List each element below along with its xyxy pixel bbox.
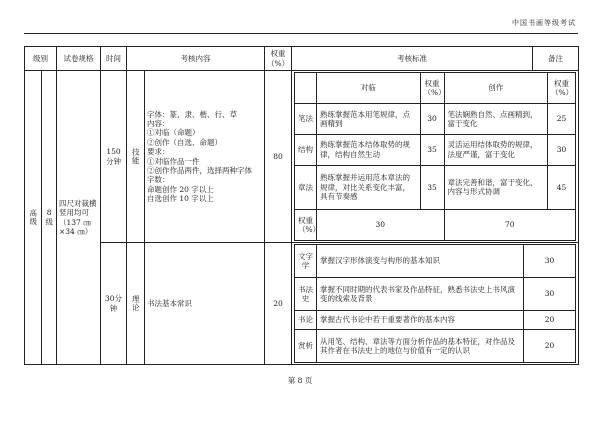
exam-standards-table [24, 46, 579, 365]
theory-criteria: 掌握不同时期的代表书家及作品特征，熟悉书法史上书风演变的线索及背景 [317, 278, 524, 311]
copy-weight: 30 [420, 103, 444, 134]
aspect-label: 书论 [295, 311, 317, 330]
subheader-weight-create: 权重（%） [548, 73, 576, 104]
grade-name: 高级 [25, 71, 42, 365]
aspect-label: 文字学 [295, 245, 317, 278]
subheader-weight-copy: 权重（%） [420, 73, 444, 104]
theory-category: 理论 [127, 243, 145, 365]
subheader-create: 创作 [444, 73, 548, 104]
aspect-label: 章法 [295, 165, 317, 209]
skills-content: 字体：篆、隶、楷、行、草 内容： ①对临（命题） ②创作（自选、命题） 要求： ①对临作品一件 ②创作作品两件，选择两种字体 字数： 命题创作 20 字以上 自选创作 10 字以上 [145, 71, 265, 243]
theory-criteria-weight: 30 [524, 245, 576, 278]
theory-criteria: 从用笔、结构、章法等方面分析作品的基本特征，对作品及其作者在书法史上的地位与价值有一定的认识 [317, 329, 524, 362]
copy-criteria: 熟练掌握并运用范本章法的规律，对比关系变化丰富，具有节奏感 [317, 165, 421, 209]
header-rule [24, 33, 578, 34]
create-criteria: 章法完善和谐，富于变化，内容与形式协调 [444, 165, 548, 209]
skills-standard-table [294, 72, 576, 241]
create-criteria: 灵活运用结体取势的规律，法度严谨，富于变化 [444, 134, 548, 165]
theory-criteria-weight: 20 [524, 311, 576, 330]
create-criteria: 笔法娴熟自然、点画精到，富于变化 [444, 103, 548, 134]
weight-row-label: 权重（%） [295, 210, 317, 241]
theory-row [25, 243, 579, 365]
weight-row-copy: 30 [317, 210, 445, 241]
theory-standard-table [294, 244, 576, 363]
header-row [25, 47, 579, 71]
skills-row-brushwork [295, 103, 576, 134]
theory-row-history [295, 278, 576, 311]
skills-row-structure [295, 134, 576, 165]
theory-weight: 20 [265, 243, 292, 365]
subheader-copy: 对临 [317, 73, 421, 104]
skills-standard-cell [292, 71, 579, 243]
header-time: 时间 [101, 47, 127, 71]
theory-criteria: 掌握古代书论中若干重要著作的基本内容 [317, 311, 524, 330]
theory-time: 30分钟 [101, 243, 127, 365]
theory-content: 书法基本常识 [145, 243, 265, 365]
copy-weight: 35 [420, 134, 444, 165]
copy-criteria: 熟练掌握范本用笔规律，点画精到 [317, 103, 421, 134]
create-weight: 45 [548, 165, 576, 209]
skills-weight: 80 [265, 71, 292, 243]
skills-weight-row [295, 210, 576, 241]
header-content: 考核内容 [127, 47, 265, 71]
skills-row-composition [295, 165, 576, 209]
theory-standard-cell [292, 243, 579, 365]
copy-weight: 35 [420, 165, 444, 209]
header-grade-level: 级别 [25, 47, 57, 71]
header-title: 中国书画等级考试 [512, 19, 576, 27]
exam-spec: 四尺对裁横竖用均可（137 ㎝×34 ㎝） [57, 71, 101, 365]
theory-criteria: 掌握汉字形体演变与构形的基本知识 [317, 245, 524, 278]
theory-row-appreciation [295, 329, 576, 362]
theory-criteria-weight: 20 [524, 329, 576, 362]
skills-subheader-row [295, 73, 576, 104]
create-weight: 30 [548, 134, 576, 165]
skills-time: 150分钟 [101, 71, 127, 243]
theory-row-philology [295, 245, 576, 278]
create-weight: 25 [548, 103, 576, 134]
aspect-label: 赏析 [295, 329, 317, 362]
header-exam-spec: 试卷规格 [57, 47, 101, 71]
weight-row-create: 70 [444, 210, 576, 241]
skills-category: 技能 [127, 71, 145, 243]
header-weight: 权重（%） [265, 47, 292, 71]
aspect-label: 书法史 [295, 278, 317, 311]
header-standard: 考核标准 [292, 47, 533, 71]
header-remarks: 备注 [533, 47, 579, 71]
aspect-label: 结构 [295, 134, 317, 165]
grade-number: 8级 [42, 71, 57, 365]
copy-criteria: 熟练掌握范本结体取势的规律，结构自然生动 [317, 134, 421, 165]
skills-row [25, 71, 579, 243]
theory-row-theory [295, 311, 576, 330]
page-number: 第 8 页 [287, 376, 313, 385]
aspect-label: 笔法 [295, 103, 317, 134]
theory-criteria-weight: 30 [524, 278, 576, 311]
